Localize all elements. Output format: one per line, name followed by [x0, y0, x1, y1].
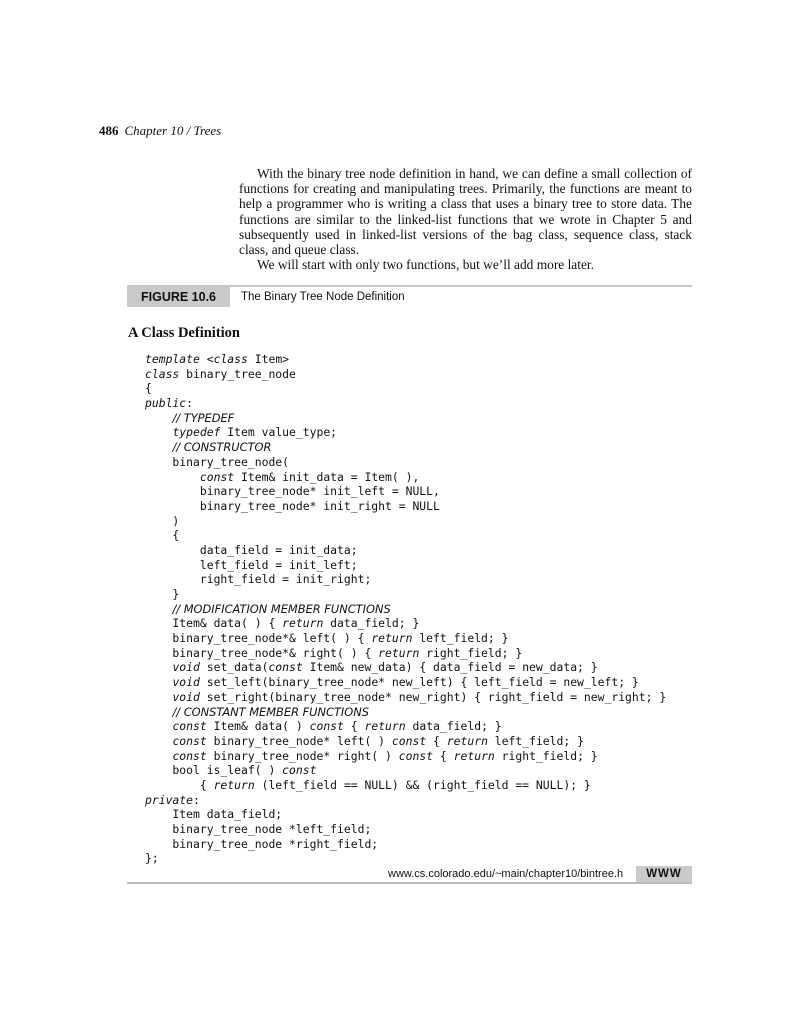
intro-text — [239, 166, 692, 272]
code-keyword: const — [199, 469, 235, 484]
code-line — [145, 470, 705, 485]
code-keyword: template — [145, 352, 200, 366]
code-text: { — [145, 528, 180, 543]
code-line — [145, 807, 705, 822]
code-line — [145, 587, 705, 602]
code-text: : — [186, 396, 194, 411]
code-text: binary_tree_node — [179, 366, 296, 381]
code-line — [145, 631, 705, 646]
code-text: left_field; } — [487, 733, 584, 748]
code-text: < — [199, 352, 214, 366]
code-text: data_field = init_data; — [145, 542, 358, 557]
code-keyword: public — [145, 396, 187, 411]
code-text: }; — [145, 851, 159, 866]
figure-caption-bar — [127, 285, 692, 307]
code-text — [145, 425, 172, 439]
code-line — [145, 822, 705, 837]
code-line — [145, 381, 705, 396]
code-line — [145, 514, 705, 529]
code-comment: // CONSTRUCTOR — [172, 440, 272, 455]
code-line — [145, 646, 705, 661]
code-line — [145, 572, 705, 587]
code-keyword: void — [172, 675, 200, 690]
figure-title: The Binary Tree Node Definition — [241, 291, 405, 303]
code-keyword: const — [309, 719, 344, 734]
code-line — [145, 499, 705, 514]
code-keyword: class — [213, 352, 248, 366]
code-keyword: return — [213, 777, 255, 792]
code-text: binary_tree_node*& left( ) { — [145, 631, 372, 646]
code-text: set_left(binary_tree_node* new_left) { left_field = new_left; } — [199, 675, 639, 690]
code-keyword: return — [282, 616, 324, 631]
code-line — [145, 719, 705, 734]
code-line — [145, 675, 705, 690]
code-text: { — [433, 748, 454, 763]
code-line — [145, 660, 705, 675]
code-line — [145, 440, 705, 455]
section-heading: A Class Definition — [128, 325, 240, 341]
code-text — [145, 660, 172, 674]
code-keyword: const — [391, 733, 427, 748]
code-line — [145, 352, 705, 367]
code-text: left_field = init_left; — [145, 557, 358, 572]
code-keyword: void — [172, 660, 200, 675]
intro-paragraph: We will start with only two functions, but we’ll add more later. — [257, 257, 594, 273]
code-line — [145, 616, 705, 631]
code-text — [145, 690, 172, 704]
code-text: set_data( — [199, 660, 269, 675]
code-keyword: const — [268, 660, 303, 675]
code-keyword: return — [453, 748, 495, 763]
code-text: left_field; } — [412, 631, 509, 646]
intro-paragraph: With the binary tree node definition in hand, we can define a small collection of functions for creating and manipulating trees. Primarily, the functions are meant to help a programmer who is writing a class that uses a binary tree to store data. The functions are similar to the linked-list functions that we wrote in Chapter 5 and subsequently used in linked-list versions of the bag class, sequence class, stack class, and queue class. — [239, 166, 692, 258]
code-keyword: return — [446, 733, 488, 748]
chapter-title: Chapter 10 / Trees — [124, 123, 222, 138]
code-text: binary_tree_node *right_field; — [145, 836, 379, 851]
code-text: { — [145, 381, 152, 396]
code-text: binary_tree_node*& right( ) { — [145, 645, 379, 660]
code-line — [145, 793, 705, 808]
code-line — [145, 734, 705, 749]
code-text — [145, 675, 172, 689]
code-text: Item& init_data = Item( ), — [234, 469, 420, 484]
code-keyword: const — [172, 719, 207, 734]
code-line — [145, 543, 705, 558]
running-header — [99, 123, 221, 139]
code-text: Item data_field; — [145, 807, 283, 822]
code-text — [145, 719, 172, 733]
code-text: binary_tree_node( — [145, 454, 290, 469]
code-keyword: const — [172, 733, 207, 748]
code-line — [145, 455, 705, 470]
page-number: 486 — [99, 123, 119, 138]
code-keyword: return — [371, 631, 413, 646]
code-text — [145, 440, 172, 454]
code-text — [145, 705, 172, 719]
code-text: right_field; } — [494, 748, 598, 763]
code-keyword: typedef — [172, 425, 221, 440]
code-text: Item value_type; — [220, 425, 338, 440]
code-text: Item& data( ) { — [145, 616, 283, 631]
code-keyword: return — [364, 719, 406, 734]
code-text: binary_tree_node* left( ) — [206, 733, 392, 748]
code-text: binary_tree_node* init_left = NULL, — [145, 484, 440, 499]
code-text: (left_field == NULL) && (right_field == NULL); } — [254, 777, 591, 792]
code-text: binary_tree_node* init_right = NULL — [145, 498, 440, 513]
code-line — [145, 690, 705, 705]
code-line — [145, 602, 705, 617]
code-text: Item& data( ) — [206, 719, 310, 734]
figure-label: FIGURE 10.6 — [127, 287, 230, 307]
code-text: : — [193, 792, 200, 807]
code-keyword: private — [145, 792, 194, 807]
code-line — [145, 763, 705, 778]
code-listing — [145, 352, 705, 866]
code-keyword: class — [145, 366, 180, 381]
code-keyword: const — [172, 748, 207, 763]
code-line — [145, 528, 705, 543]
code-line — [145, 558, 705, 573]
code-text: data_field; } — [323, 616, 420, 631]
code-keyword: const — [398, 748, 434, 763]
code-text: ) — [145, 513, 180, 528]
code-text: binary_tree_node* right( ) — [206, 748, 399, 763]
code-text — [145, 470, 200, 484]
code-comment: // CONSTANT MEMBER FUNCTIONS — [172, 704, 370, 719]
code-text: right_field = init_right; — [145, 572, 372, 587]
code-line — [145, 425, 705, 440]
code-line — [145, 705, 705, 720]
code-text: { — [145, 777, 214, 792]
code-line — [145, 411, 705, 426]
code-line — [145, 851, 705, 866]
code-text: { — [426, 733, 447, 748]
code-comment: // MODIFICATION MEMBER FUNCTIONS — [172, 601, 391, 616]
code-text: set_right(binary_tree_node* new_right) { right_field = new_right; } — [199, 689, 667, 704]
code-comment: // TYPEDEF — [172, 410, 235, 425]
code-text: Item> — [247, 352, 290, 366]
code-text: binary_tree_node *left_field; — [145, 822, 372, 836]
figure-bottom-rule — [127, 882, 692, 884]
code-line — [145, 778, 705, 793]
code-text: bool is_leaf( ) — [145, 763, 283, 778]
source-url[interactable]: www.cs.colorado.edu/~main/chapter10/bintree.h — [388, 868, 624, 880]
code-text — [145, 411, 172, 425]
code-line — [145, 396, 705, 411]
code-text — [145, 602, 172, 616]
code-text — [145, 749, 172, 763]
code-line — [145, 484, 705, 499]
www-badge: WWW — [636, 866, 692, 883]
code-line — [145, 367, 705, 382]
code-keyword: const — [282, 763, 317, 778]
code-text: data_field; } — [405, 719, 502, 734]
code-text: right_field; } — [419, 645, 523, 660]
code-text: { — [343, 719, 365, 734]
code-text: Item& new_data) { data_field = new_data; } — [302, 660, 598, 675]
code-keyword: void — [172, 689, 200, 704]
code-keyword: return — [378, 645, 420, 660]
code-line — [145, 749, 705, 764]
code-text: } — [145, 587, 180, 601]
code-text — [145, 734, 172, 748]
code-line — [145, 837, 705, 852]
